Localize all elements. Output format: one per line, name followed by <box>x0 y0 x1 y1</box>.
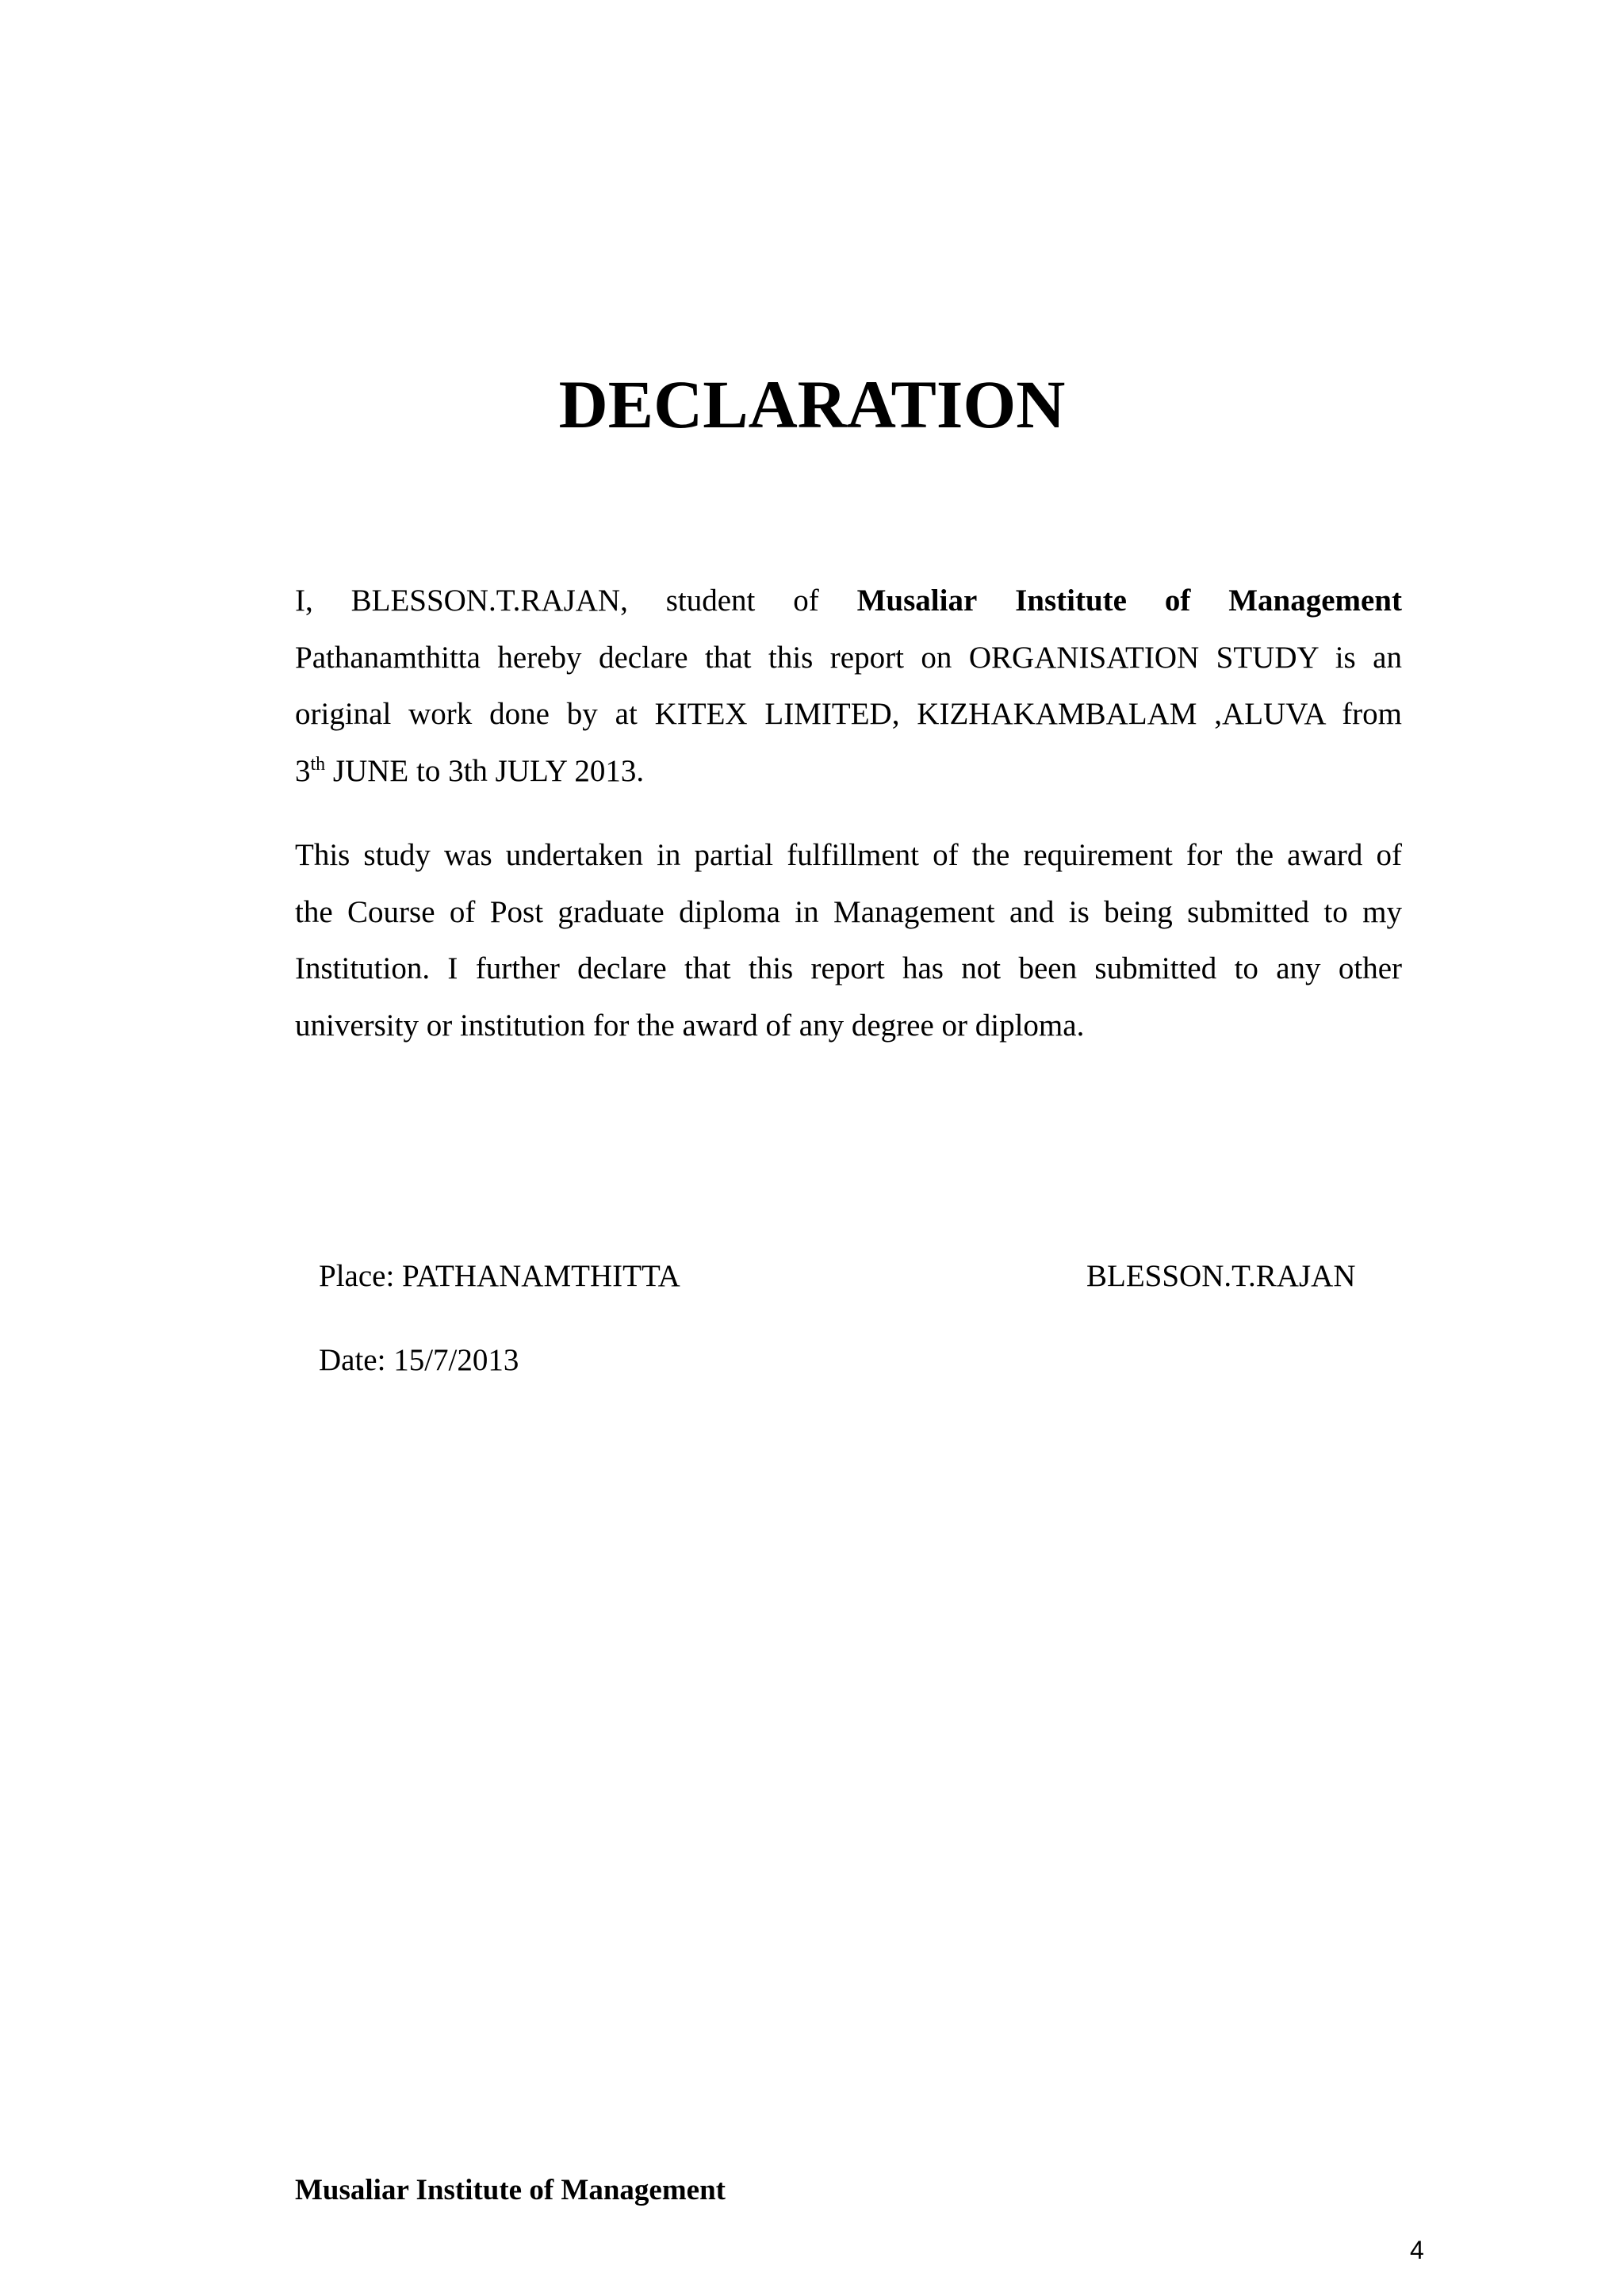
date-day: 3 <box>295 753 311 788</box>
date-range-rest: JUNE to 3th JULY 2013. <box>325 753 645 788</box>
place-line: Place: PATHANAMTHITTA <box>319 1259 680 1293</box>
institute-name-bold-word: of <box>1164 584 1191 618</box>
paragraph-1-line-4 <box>295 743 1402 800</box>
word: BLESSON.T.RAJAN, <box>350 584 628 618</box>
declaration-paragraph-1 <box>295 572 1402 799</box>
declaration-paragraph-2 <box>295 827 1402 1054</box>
paragraph-2-line: the Course of Post graduate diploma in Management and is being submitted to my <box>295 894 1402 929</box>
paragraph-1-line-2: Pathanamthitta hereby declare that this report on ORGANISATION STUDY is an <box>295 640 1402 675</box>
paragraph-2-line: This study was undertaken in partial fulfillment of the requirement for the award of <box>295 838 1402 872</box>
institute-name-bold-word: Management <box>1228 584 1402 618</box>
date-line: Date: 15/7/2013 <box>319 1343 519 1377</box>
paragraph-2-line: university or institution for the award of any degree or diploma. <box>295 1008 1085 1043</box>
paragraph-1-line-1 <box>295 572 1402 629</box>
word: of <box>793 584 819 618</box>
institute-name-bold-word: Musaliar <box>856 584 978 618</box>
word: student <box>665 584 756 618</box>
page-title: DECLARATION <box>558 366 1066 442</box>
paragraph-1-line-3: original work done by at KITEX LIMITED, KIZHAKAMBALAM ,ALUVA from <box>295 697 1402 731</box>
footer-institute-name: Musaliar Institute of Management <box>295 2174 726 2206</box>
page-number: 4 <box>1410 2236 1424 2264</box>
ordinal-suffix: th <box>310 753 326 775</box>
paragraph-2-line: Institution. I further declare that this report has not been submitted to any other <box>295 951 1402 985</box>
institute-name-bold-word: Institute <box>1015 584 1127 618</box>
word: I, <box>295 584 313 618</box>
signature-name: BLESSON.T.RAJAN <box>1086 1259 1356 1293</box>
